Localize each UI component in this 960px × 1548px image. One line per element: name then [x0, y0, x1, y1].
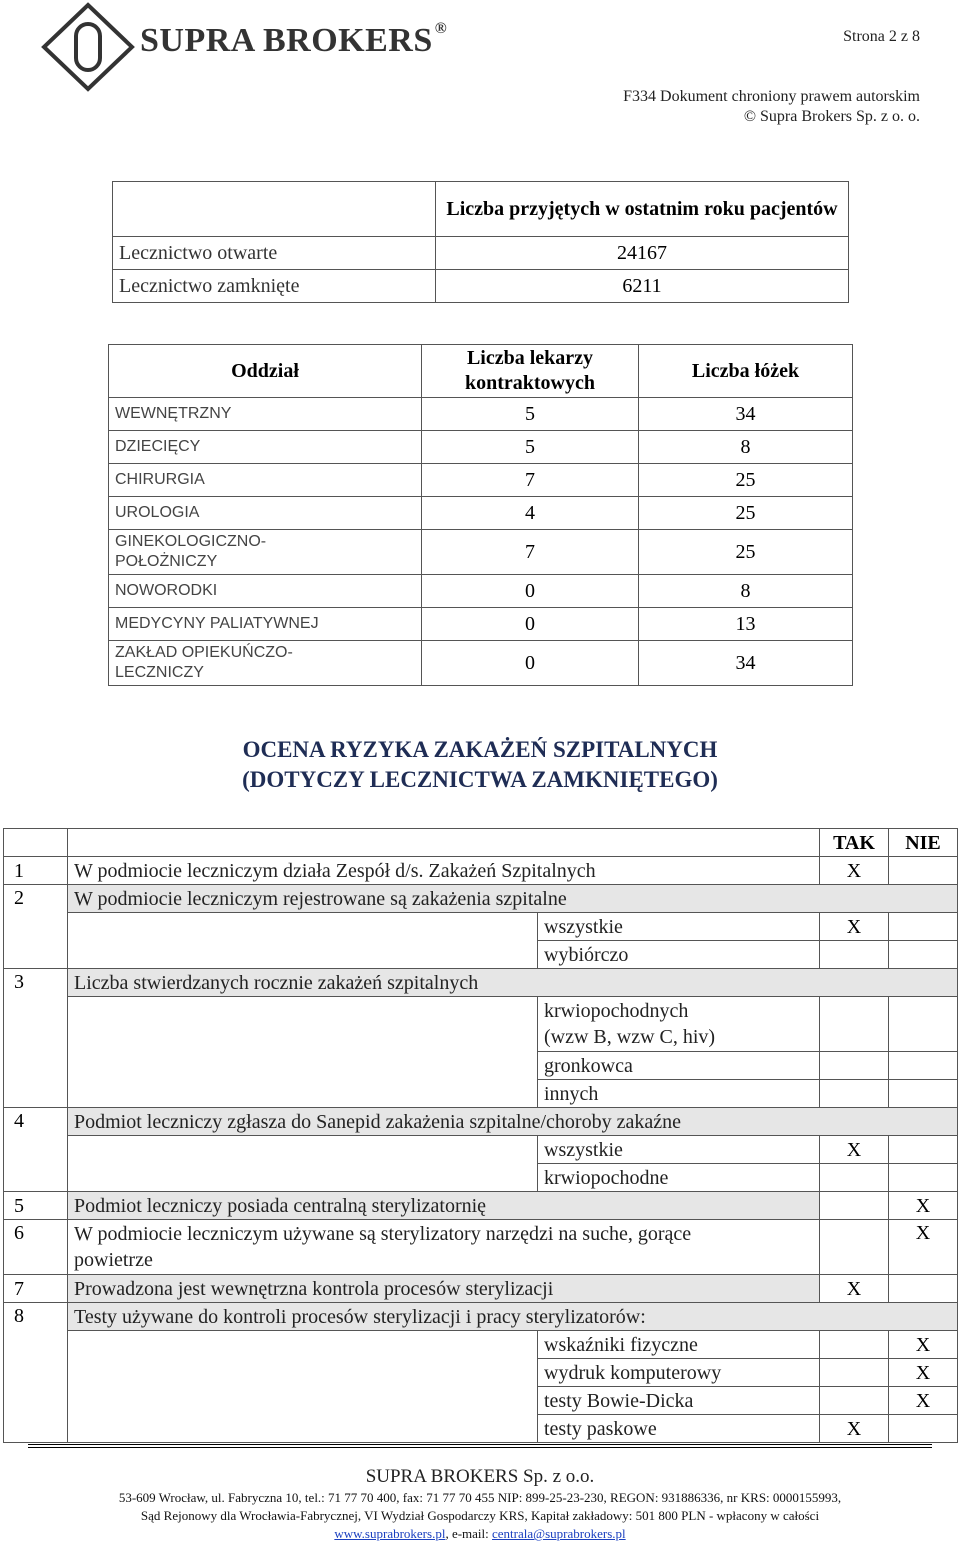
nie-mark [889, 1415, 958, 1443]
beds-count: 8 [639, 431, 853, 464]
option-text: testy Bowie-Dicka [538, 1387, 820, 1415]
tak-mark: X [820, 1415, 889, 1443]
dept-name: NOWORODKI [109, 575, 422, 608]
footer-divider [28, 1444, 932, 1448]
nie-mark: X [889, 1359, 958, 1387]
row-value: 24167 [436, 237, 849, 270]
beds-header: Liczba łóżek [639, 345, 853, 398]
question-text: Podmiot leczniczy zgłasza do Sanepid zakażenia szpitalne/choroby zakaźne [68, 1108, 958, 1136]
nie-mark [889, 997, 958, 1052]
question-number: 4 [4, 1108, 68, 1192]
beds-count: 13 [639, 608, 853, 641]
footer-registration: Sąd Rejonowy dla Wrocławia-Fabrycznej, VI Wydział Gospodarczy KRS, Kapitał zakładowy: 501 800 PLN - wpłacony w całości [140, 1508, 820, 1523]
nie-mark: X [889, 1192, 958, 1220]
table-row [113, 270, 849, 303]
table-row [109, 398, 853, 431]
empty-cell [68, 997, 538, 1108]
tak-mark [820, 1192, 889, 1220]
table-row [4, 997, 958, 1052]
empty-cell [68, 913, 538, 969]
section-title: OCENA RYZYKA ZAKAŻEŃ SZPITALNYCH (DOTYCZY LECZNICTWA ZAMKNIĘTEGO) [242, 737, 718, 792]
question-number: 7 [4, 1275, 68, 1303]
table-row [4, 1331, 958, 1359]
tak-mark: X [820, 1275, 889, 1303]
question-number: 1 [4, 857, 68, 885]
table-header-row [4, 829, 958, 857]
footer-contact [0, 1526, 960, 1542]
question-text: Prowadzona jest wewnętrzna kontrola procesów sterylizacji [68, 1275, 820, 1303]
option-text: wskaźniki fizyczne [538, 1331, 820, 1359]
copyright-owner: © Supra Brokers Sp. z o. o. [743, 108, 920, 125]
tak-header: TAK [820, 829, 889, 857]
table-row [4, 1275, 958, 1303]
admissions-table [112, 181, 849, 303]
option-text: wszystkie [538, 1136, 820, 1164]
option-text: krwiopochodnych (wzw B, wzw C, hiv) [538, 997, 820, 1052]
doctors-count: 5 [422, 431, 639, 464]
email-link[interactable]: centrala@suprabrokers.pl [492, 1526, 626, 1541]
row-label: Lecznictwo zamknięte [113, 270, 436, 303]
nie-mark [889, 1136, 958, 1164]
table-row [4, 1220, 958, 1275]
nie-mark [889, 857, 958, 885]
nie-mark [889, 1080, 958, 1108]
dept-name: WEWNĘTRZNY [109, 398, 422, 431]
tak-mark [820, 1164, 889, 1192]
nie-mark [889, 1052, 958, 1080]
table-row [4, 857, 958, 885]
beds-count: 34 [639, 641, 853, 686]
nie-header: NIE [889, 829, 958, 857]
option-text: wszystkie [538, 913, 820, 941]
table-row [4, 1108, 958, 1136]
table-row [109, 608, 853, 641]
tak-mark [820, 1359, 889, 1387]
beds-count: 8 [639, 575, 853, 608]
tak-mark [820, 1052, 889, 1080]
nie-mark [889, 1275, 958, 1303]
empty-cell [68, 1136, 538, 1192]
tak-mark: X [820, 1136, 889, 1164]
tak-mark [820, 1080, 889, 1108]
email-label: , e-mail: [445, 1526, 493, 1541]
option-text: innych [538, 1080, 820, 1108]
doctors-count: 0 [422, 575, 639, 608]
beds-count: 25 [639, 497, 853, 530]
question-text: Liczba stwierdzanych rocznie zakażeń szpitalnych [68, 969, 958, 997]
table-row [4, 1303, 958, 1331]
row-value: 6211 [436, 270, 849, 303]
dept-name: MEDYCYNY PALIATYWNEJ [109, 608, 422, 641]
table-row [109, 431, 853, 464]
table-row [109, 575, 853, 608]
nie-mark [889, 1164, 958, 1192]
question-text: Testy używane do kontroli procesów sterylizacji i pracy sterylizatorów: [68, 1303, 958, 1331]
question-text: W podmiocie leczniczym rejestrowane są zakażenia szpitalne [68, 885, 958, 913]
table-row [4, 1136, 958, 1164]
brand-name: SUPRA BROKERS ® [140, 20, 448, 59]
risk-assessment-table [3, 828, 958, 1443]
question-number: 6 [4, 1220, 68, 1275]
option-text: testy paskowe [538, 1415, 820, 1443]
doctors-count: 7 [422, 530, 639, 575]
table-row [4, 913, 958, 941]
dept-header: Oddział [109, 345, 422, 398]
doctors-header: Liczba lekarzy kontraktowych [422, 345, 639, 398]
table-row [4, 1192, 958, 1220]
question-number: 8 [4, 1303, 68, 1443]
footer-company: SUPRA BROKERS Sp. z o.o. [365, 1466, 595, 1487]
tak-mark [820, 1220, 889, 1275]
table-header-row [109, 345, 853, 398]
doctors-count: 5 [422, 398, 639, 431]
option-text: gronkowca [538, 1052, 820, 1080]
option-text: krwiopochodne [538, 1164, 820, 1192]
website-link[interactable]: www.suprabrokers.pl [334, 1526, 446, 1541]
empty-cell [68, 1331, 538, 1443]
tak-mark [820, 1331, 889, 1359]
beds-count: 25 [639, 530, 853, 575]
dept-name: ZAKŁAD OPIEKUŃCZO- LECZNICZY [109, 641, 422, 686]
row-label: Lecznictwo otwarte [113, 237, 436, 270]
table-row [113, 182, 849, 237]
tak-mark: X [820, 913, 889, 941]
tak-mark [820, 997, 889, 1052]
question-number: 5 [4, 1192, 68, 1220]
doctors-count: 7 [422, 464, 639, 497]
nie-mark [889, 941, 958, 969]
page-number: Strona 2 z 8 [843, 28, 920, 45]
question-text: W podmiocie leczniczym używane są sterylizatory narzędzi na suche, gorące powietrze [68, 1220, 820, 1275]
admissions-header: Liczba przyjętych w ostatnim roku pacjentów [436, 182, 849, 237]
copyright-notice: F334 Dokument chroniony prawem autorskim [623, 88, 920, 105]
question-text: W podmiocie leczniczym działa Zespół d/s. Zakażeń Szpitalnych [68, 857, 820, 885]
dept-name: UROLOGIA [109, 497, 422, 530]
beds-count: 34 [639, 398, 853, 431]
table-row [4, 969, 958, 997]
doctors-count: 0 [422, 608, 639, 641]
nie-mark: X [889, 1387, 958, 1415]
dept-name: GINEKOLOGICZNO- POŁOŻNICZY [109, 530, 422, 575]
nie-mark: X [889, 1220, 958, 1275]
question-number: 2 [4, 885, 68, 969]
table-row [109, 641, 853, 686]
footer-address: 53-609 Wrocław, ul. Fabryczna 10, tel.: 71 77 70 400, fax: 71 77 70 455 NIP: 899-25-23-230, REGON: 931886336, nr KRS: 0000155993, [118, 1490, 842, 1505]
dept-name: CHIRURGIA [109, 464, 422, 497]
empty-header-cell [68, 829, 820, 857]
table-row [109, 497, 853, 530]
dept-name: DZIECIĘCY [109, 431, 422, 464]
nie-mark [889, 913, 958, 941]
question-number: 3 [4, 969, 68, 1108]
doctors-count: 0 [422, 641, 639, 686]
tak-mark: X [820, 857, 889, 885]
departments-table [108, 344, 853, 686]
beds-count: 25 [639, 464, 853, 497]
nie-mark: X [889, 1331, 958, 1359]
tak-mark [820, 941, 889, 969]
doctors-count: 4 [422, 497, 639, 530]
question-text: Podmiot leczniczy posiada centralną sterylizatornię [68, 1192, 820, 1220]
table-row [109, 464, 853, 497]
table-row [113, 237, 849, 270]
empty-header-cell [4, 829, 68, 857]
supra-brokers-logo-icon [40, 2, 136, 92]
tak-mark [820, 1387, 889, 1415]
option-text: wybiórczo [538, 941, 820, 969]
empty-header-cell [113, 182, 436, 237]
table-row [4, 885, 958, 913]
table-row [109, 530, 853, 575]
option-text: wydruk komputerowy [538, 1359, 820, 1387]
